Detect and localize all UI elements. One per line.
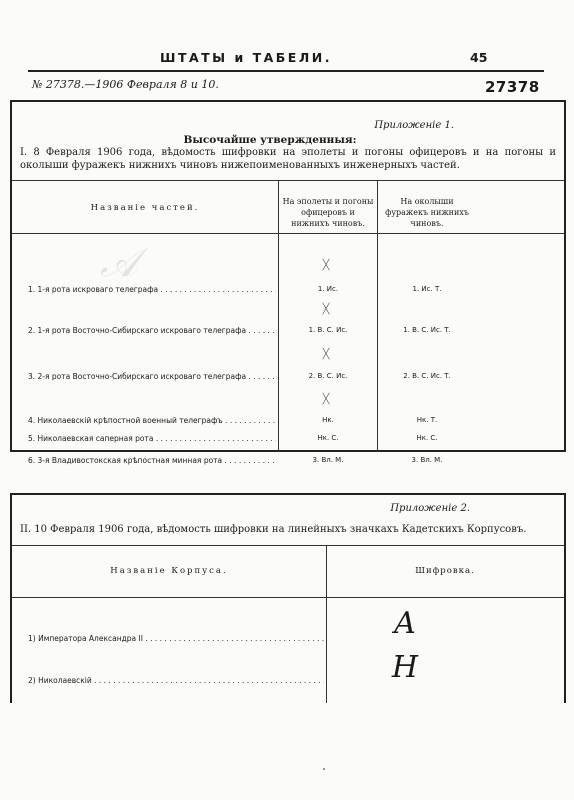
monogram-icon: А [393,606,417,641]
cap-code: 1. В. С. Ис. Т. [403,326,451,334]
document-reference: № 27378.—1906 Февраля 8 и 10. [32,78,219,91]
bleed-through-mark: 𝒜 [100,240,138,286]
table1-col-name: Названiе частей. [90,203,200,213]
row-label: 5. Николаевская саперная рота . . . [28,434,276,443]
table1-header-rule [12,233,564,234]
stamp-number: 27378 [485,78,540,96]
monogram-icon: ᚷ [322,392,330,407]
epaulet-code: Нк. [322,416,334,424]
monogram-icon: Н [391,650,419,685]
appendix1-heading: I. 8 Февраля 1906 года, вѣдомость шифровки на эполеты и погоны офицеровъ и на погоны и околыши фуражекъ нижнихъ чиновъ нижепоименованныхъ инженерныхъ частей. [20,147,556,171]
epaulet-code: 1. В. С. Ис. [308,326,348,334]
epaulet-code: 3. Вл. М. [312,456,344,464]
page-speck [323,768,325,770]
table2-col-monogram: Шифровка. [415,566,475,576]
cap-code: 3. Вл. М. [411,456,443,464]
row-label: 2) Николаевскiй . . . [28,676,324,685]
monogram-icon: ᚷ [322,347,330,362]
table1-col-epaulet: На эполеты и погоны офицеровъ и нижнихъ чиновъ. [282,197,374,228]
monogram-icon: ᚷ [322,302,330,317]
epaulet-code: 1. Ис. [317,285,339,293]
table1-col-divider-1 [278,180,279,452]
row-label: 6. 3-я Владивостокская крѣпостная минная рота . . . [28,456,276,465]
appendix1-title: Высочайше утвержденныя: [183,134,357,146]
cap-code: Нк. С. [416,434,438,442]
row-label: 4. Николаевскiй крѣпостной военный телеграфъ . . . [28,416,276,425]
appendix2-label: Приложенiе 2. [390,503,470,514]
page-header [0,50,574,70]
monogram-icon: ᚷ [322,258,330,273]
row-label: 1. 1-я рота искроваго телеграфа . . . [28,285,276,294]
appendix1-label: Приложенiе 1. [374,120,454,131]
epaulet-code: 2. В. С. Ис. [308,372,348,380]
row-label: 2. 1-я рота Восточно-Сибирскаго искроваго телеграфа . . . [28,326,276,335]
table2-top-rule [12,545,564,546]
running-title: ШТАТЫ и ТАБЕЛИ. [160,50,332,65]
cap-code: 2. В. С. Ис. Т. [403,372,451,380]
table2-col-name: Названiе Корпуса. [110,566,228,576]
row-label: 3. 2-я рота Восточно-Сибирскаго искроваго телеграфа . . . [28,372,276,381]
page-number: 45 [470,50,488,65]
table1-top-rule [12,180,564,181]
table1-col-divider-2 [377,180,378,452]
table1-col-cap: На околыши фуражекъ нижнихъ чиновъ. [385,197,469,228]
table2-col-divider [326,545,327,703]
row-label: 1) Императора Александра II . . . [28,634,324,643]
cap-code: Нк. Т. [416,416,438,424]
header-rule [28,70,544,72]
table2-header-rule [12,597,564,598]
cap-code: 1. Ис. Т. [412,285,442,293]
appendix2-heading: II. 10 Февраля 1906 года, вѣдомость шифровки на линейныхъ значкахъ Кадетскихъ Корпусовъ. [20,524,527,535]
epaulet-code: Нк. С. [317,434,339,442]
